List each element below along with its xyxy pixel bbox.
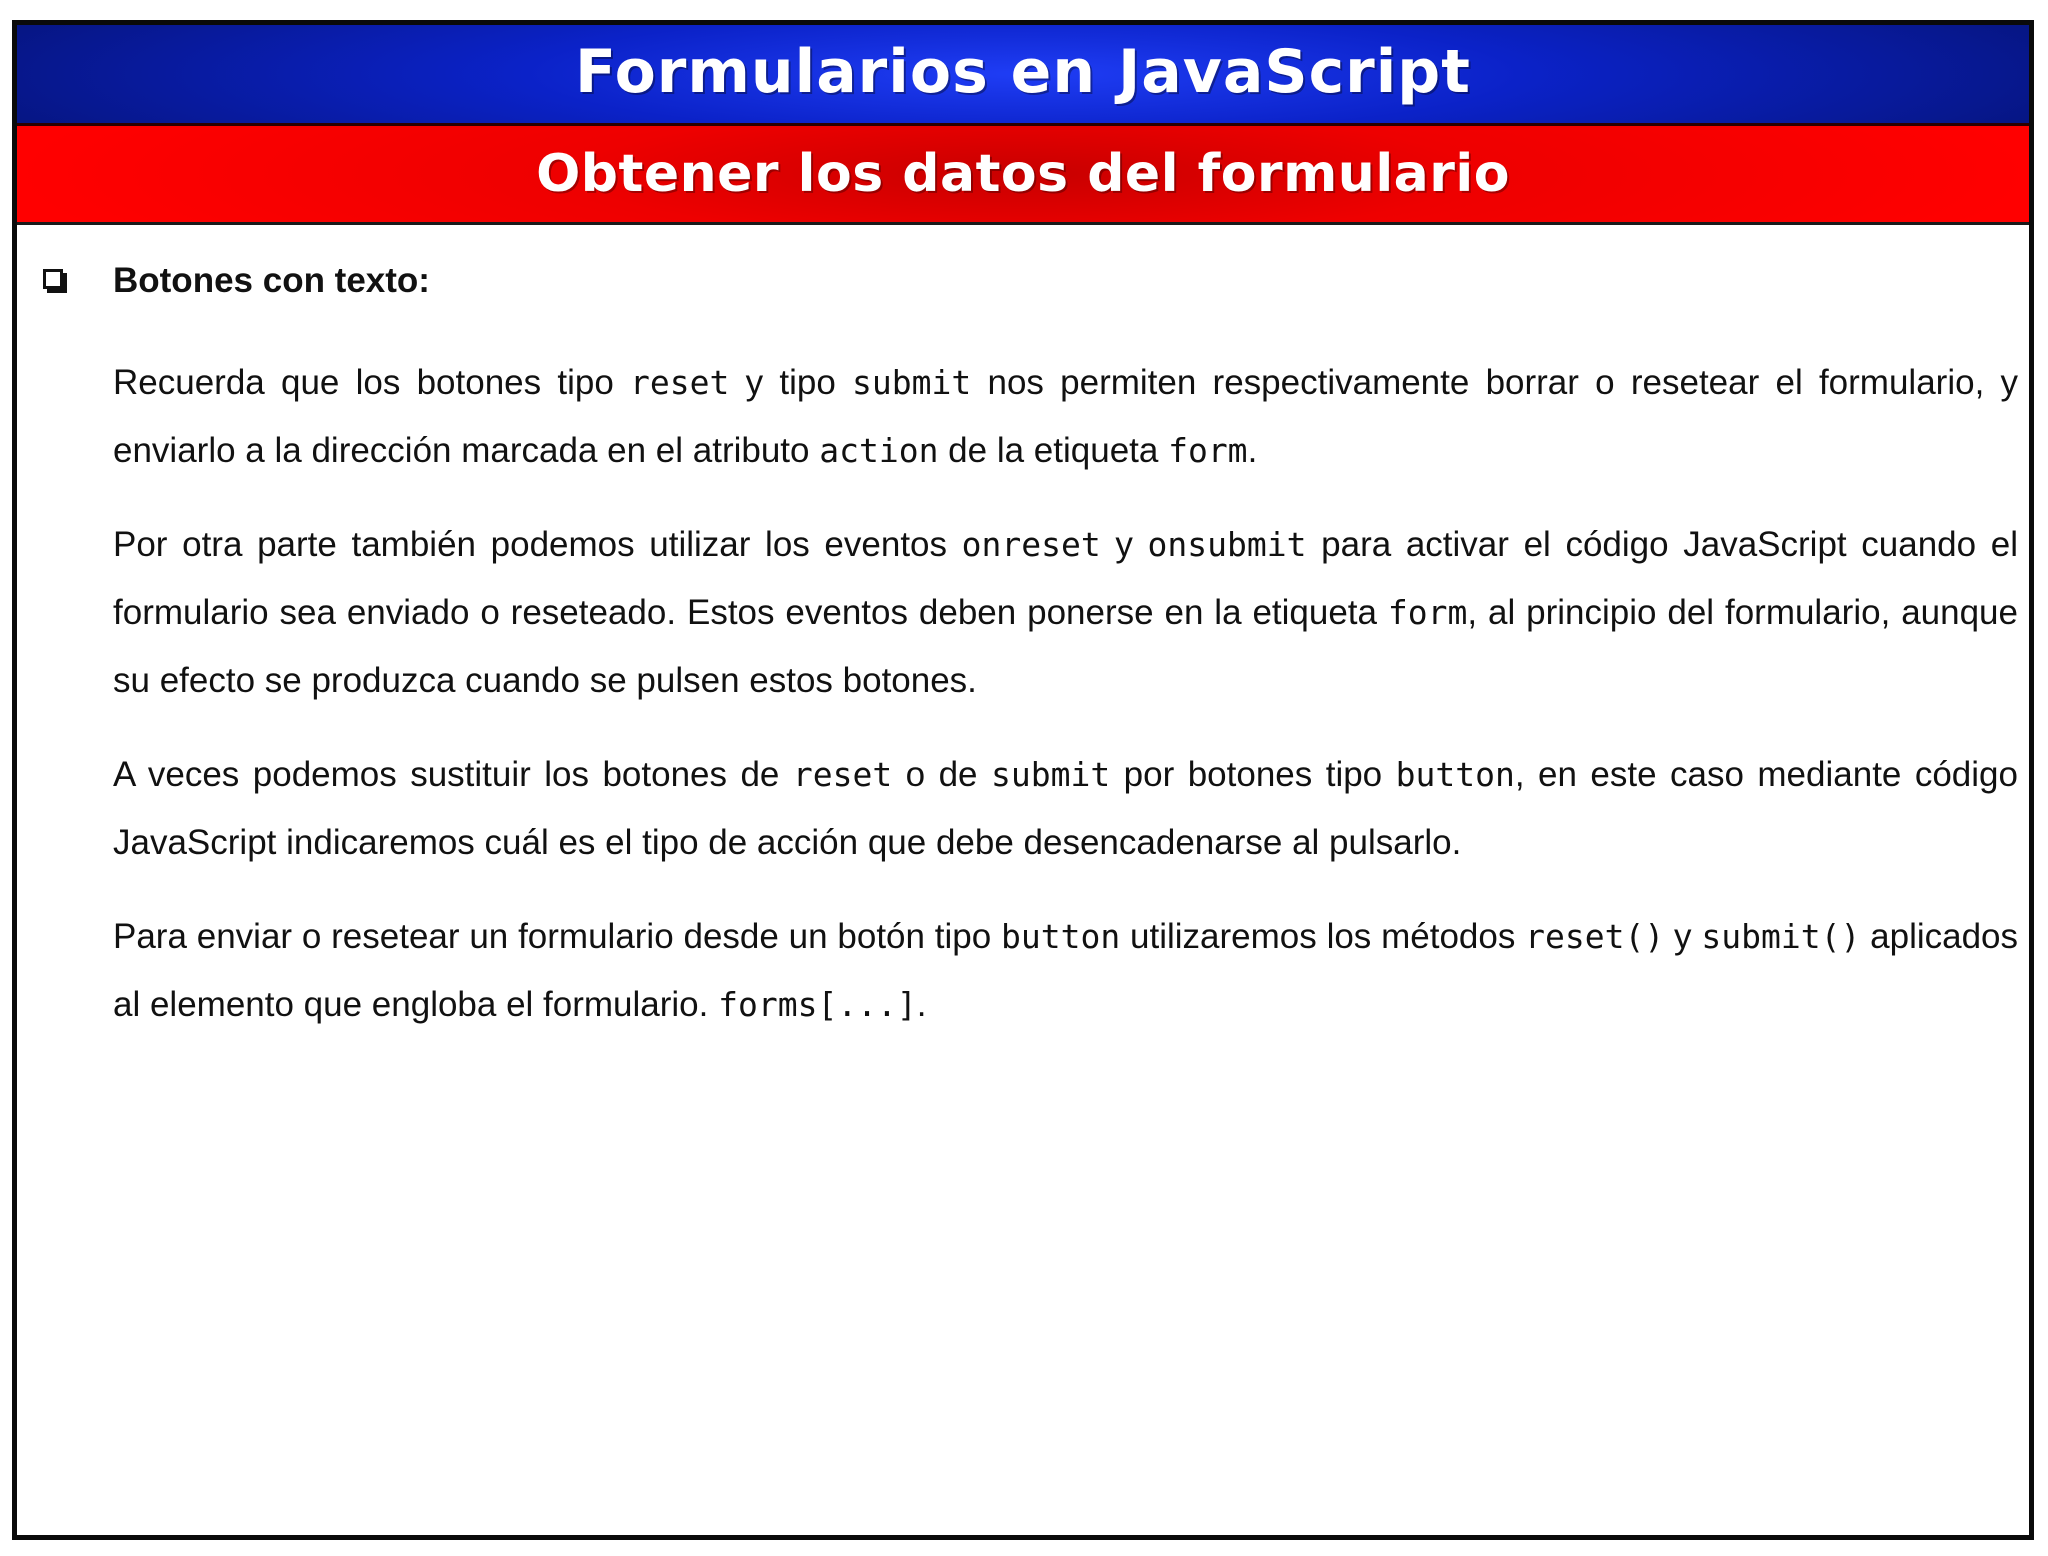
- text-span: y tipo: [729, 363, 853, 402]
- text-span: , al principio del formulario, aunque su efecto se produzca cuando se pulsen estos botones.: [113, 593, 2018, 700]
- code-reset-method: reset(): [1525, 917, 1665, 956]
- code-reset: reset: [630, 363, 730, 402]
- text-span: nos permiten respectivamente borrar o resetear el formulario, y enviarlo a la dirección marcada en el atributo: [113, 363, 2019, 470]
- code-button: button: [1001, 917, 1121, 956]
- code-reset: reset: [792, 755, 893, 794]
- code-form: form: [1168, 431, 1248, 470]
- code-submit: submit: [990, 755, 1111, 794]
- paragraph-button-substitute: [113, 741, 2018, 877]
- code-onreset: onreset: [961, 525, 1101, 564]
- slide: [12, 20, 2034, 1540]
- text-span: para activar el código JavaScript cuando el formulario sea enviado o reseteado. Estos eventos deben ponerse en la etiqueta: [113, 525, 2018, 632]
- text-span: por botones tipo: [1110, 755, 1396, 794]
- text-span: , en este caso mediante código JavaScript indicaremos cuál es el tipo de acción que debe desencadenarse al pulsarlo.: [113, 755, 2018, 862]
- code-submit: submit: [852, 363, 972, 402]
- code-onsubmit: onsubmit: [1147, 525, 1307, 564]
- text-span: y: [1100, 525, 1148, 564]
- code-form: form: [1387, 593, 1468, 632]
- text-span: .: [916, 985, 927, 1024]
- text-span: aplicados al elemento que engloba el formulario.: [113, 917, 2019, 1024]
- paragraph-events: [113, 511, 2018, 715]
- text-span: Recuerda que los botones tipo: [113, 363, 631, 402]
- checkbox-bullet-icon: [43, 269, 63, 289]
- text-span: A veces podemos sustituir los botones de: [113, 755, 793, 794]
- section-heading: Botones con texto:: [113, 261, 430, 300]
- bullet-heading-row: [17, 259, 2013, 309]
- text-span: de la etiqueta: [938, 431, 1169, 470]
- text-span: Para enviar o resetear un formulario desde un botón tipo: [113, 917, 1002, 956]
- slide-content: [17, 225, 2029, 1065]
- text-span: Por otra parte también podemos utilizar los eventos: [113, 525, 962, 564]
- code-action: action: [819, 431, 939, 470]
- paragraph-reset-submit: [113, 349, 2018, 485]
- text-span: .: [1247, 431, 1258, 470]
- page-title: Formularios en JavaScript: [575, 37, 1471, 107]
- code-forms: forms[...]: [718, 985, 917, 1024]
- code-button: button: [1395, 755, 1515, 794]
- code-submit-method: submit(): [1701, 917, 1861, 956]
- text-span: utilizaremos los métodos: [1120, 917, 1526, 956]
- subtitle-bar: [17, 123, 2029, 225]
- title-bar: [17, 25, 2029, 123]
- text-span: o de: [892, 755, 991, 794]
- paragraph-methods: [113, 903, 2018, 1039]
- text-span: y: [1664, 917, 1702, 956]
- page-subtitle: Obtener los datos del formulario: [536, 144, 1510, 204]
